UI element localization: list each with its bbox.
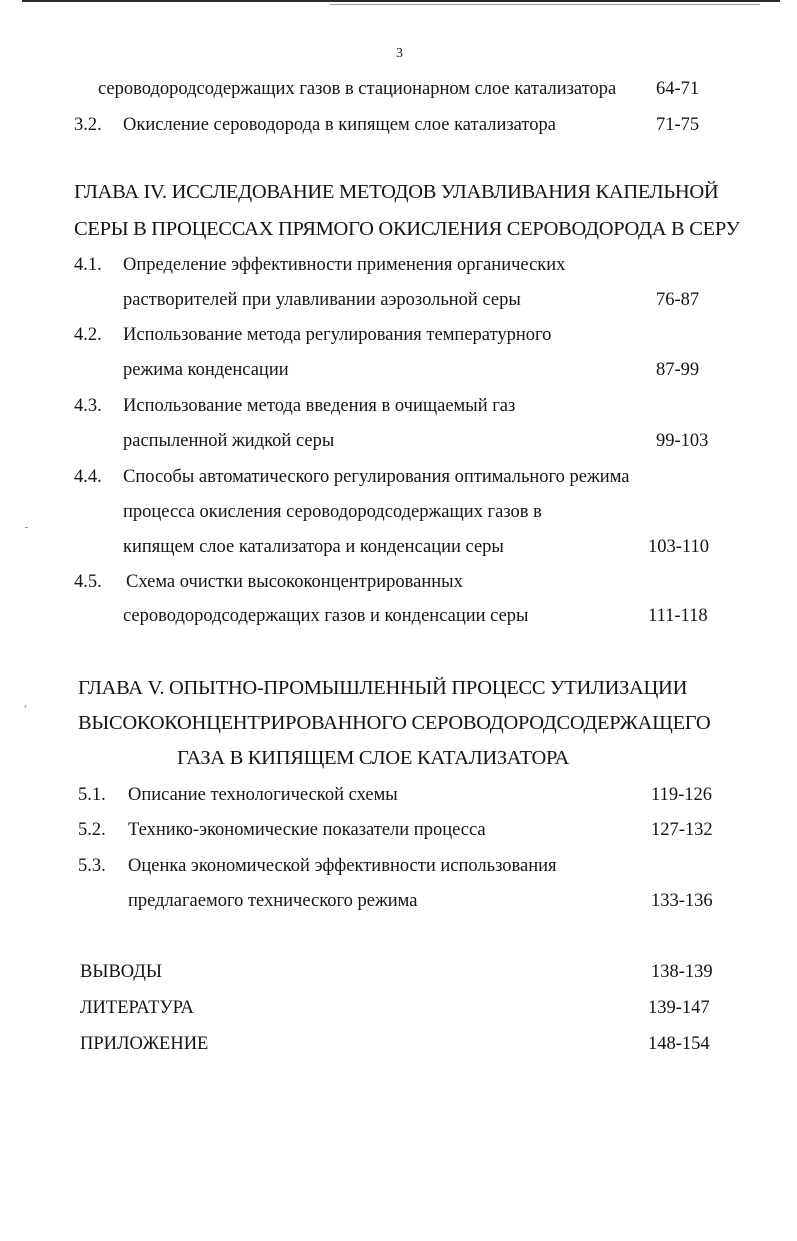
toc-4-4-number: 4.4. (74, 467, 102, 487)
toc-5-3-title-line-2: предлагаемого технического режима (128, 891, 418, 911)
toc-literature-title: ЛИТЕРАТУРА (80, 998, 194, 1018)
toc-appendix-pages: 148-154 (648, 1034, 710, 1054)
toc-4-5-pages: 111-118 (648, 606, 708, 626)
toc-5-3-title-line-1: Оценка экономической эффективности использования (128, 856, 557, 876)
toc-4-1-number: 4.1. (74, 255, 102, 275)
scan-mark (25, 527, 28, 528)
toc-appendix-title: ПРИЛОЖЕНИЕ (80, 1034, 209, 1054)
toc-3-2-title: Окисление сероводорода в кипящем слое катализатора (123, 115, 556, 135)
toc-continued-text: сероводородсодержащих газов в стационарном слое катализатора (98, 79, 617, 99)
toc-5-1-number: 5.1. (78, 785, 106, 805)
toc-4-2-pages: 87-99 (656, 360, 700, 380)
toc-5-2-title: Технико-экономические показатели процесса (128, 820, 486, 840)
toc-4-3-title-line-1: Использование метода введения в очищаемый газ (123, 396, 516, 416)
toc-3-2-pages: 71-75 (656, 115, 700, 135)
page-number: 3 (396, 46, 403, 61)
toc-literature-pages: 139-147 (648, 998, 710, 1018)
chapter-4-heading-line-2: СЕРЫ В ПРОЦЕССАХ ПРЯМОГО ОКИСЛЕНИЯ СЕРОВОДОРОДА В СЕРУ (74, 218, 740, 240)
chapter-5-heading-line-3: ГАЗА В КИПЯЩЕМ СЛОЕ КАТАЛИЗАТОРА (177, 747, 569, 769)
chapter-4-heading-line-1: ГЛАВА IV. ИССЛЕДОВАНИЕ МЕТОДОВ УЛАВЛИВАНИЯ КАПЕЛЬНОЙ (74, 181, 719, 203)
toc-4-1-title-line-2: растворителей при улавливании аэрозольной серы (123, 290, 521, 310)
toc-5-1-title: Описание технологической схемы (128, 785, 398, 805)
toc-3-2-number: 3.2. (74, 115, 102, 135)
toc-4-2-title-line-2: режима конденсации (123, 360, 289, 380)
toc-4-2-title-line-1: Использование метода регулирования температурного (123, 325, 552, 345)
toc-4-1-pages: 76-87 (656, 290, 700, 310)
chapter-5-heading-line-1: ГЛАВА V. ОПЫТНО-ПРОМЫШЛЕННЫЙ ПРОЦЕСС УТИЛИЗАЦИИ (78, 677, 688, 699)
toc-4-4-pages: 103-110 (648, 537, 709, 557)
toc-4-4-title-line-3: кипящем слое катализатора и конденсации серы (123, 537, 504, 557)
toc-conclusions-title: ВЫВОДЫ (80, 962, 163, 982)
top-border-line (22, 0, 780, 2)
toc-4-2-number: 4.2. (74, 325, 102, 345)
toc-5-2-number: 5.2. (78, 820, 106, 840)
toc-4-5-title-line-1: Схема очистки высококонцентрированных (126, 572, 463, 592)
toc-4-3-title-line-2: распыленной жидкой серы (123, 431, 335, 451)
toc-continued-pages: 64-71 (656, 79, 700, 99)
toc-4-4-title-line-1: Способы автоматического регулирования оптимального режима (123, 467, 630, 487)
toc-4-1-title-line-1: Определение эффективности применения органических (123, 255, 566, 275)
toc-4-5-number: 4.5. (74, 572, 102, 592)
toc-5-3-number: 5.3. (78, 856, 106, 876)
toc-5-2-pages: 127-132 (651, 820, 713, 840)
toc-4-5-title-line-2: сероводородсодержащих газов и конденсации серы (123, 606, 529, 626)
toc-5-3-pages: 133-136 (651, 891, 713, 911)
scan-mark (24, 705, 26, 708)
top-border-shadow (330, 4, 760, 5)
toc-4-3-pages: 99-103 (656, 431, 709, 451)
toc-4-4-title-line-2: процесса окисления сероводородсодержащих газов в (123, 502, 542, 522)
toc-5-1-pages: 119-126 (651, 785, 712, 805)
toc-conclusions-pages: 138-139 (651, 962, 713, 982)
chapter-5-heading-line-2: ВЫСОКОКОНЦЕНТРИРОВАННОГО СЕРОВОДОРОДСОДЕРЖАЩЕГО (78, 712, 711, 734)
toc-4-3-number: 4.3. (74, 396, 102, 416)
